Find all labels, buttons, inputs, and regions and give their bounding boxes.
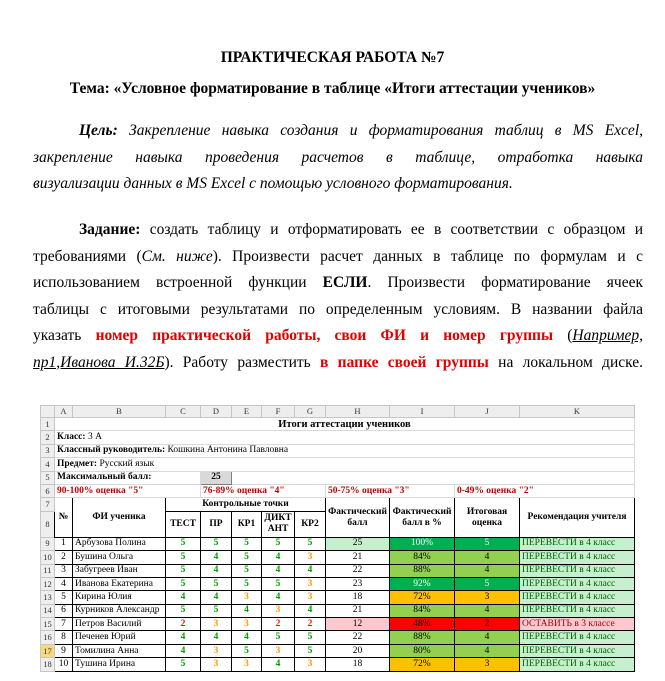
table-row <box>41 618 635 631</box>
column-header[interactable]: D <box>201 406 232 418</box>
teacher-recommendation[interactable]: ПЕРЕВЕСТИ в 4 класс <box>520 658 635 671</box>
student-number[interactable]: 2 <box>55 551 73 564</box>
column-header[interactable]: H <box>326 406 390 418</box>
goal-line-2 <box>33 145 643 172</box>
task-label: Задание: <box>79 221 141 238</box>
score-dikt[interactable]: 3 <box>262 604 295 617</box>
teacher-recommendation[interactable]: ПЕРЕВЕСТИ в 4 класс <box>520 577 635 590</box>
task-text-1: создать таблицу и отформатировать ее в соответствии с образцом и <box>140 221 643 238</box>
student-name[interactable]: Печенев Юрий <box>73 631 166 644</box>
class-cell[interactable] <box>55 431 635 444</box>
empty-cell[interactable] <box>232 471 635 484</box>
row-header[interactable]: 17 <box>41 644 55 657</box>
row-header[interactable]: 8 <box>41 511 55 537</box>
student-name[interactable]: Кирина Юлия <box>73 591 166 604</box>
fact-score[interactable]: 21 <box>326 551 390 564</box>
goal-text-2: закрепление навыка проведения расчетов в таблице, отработка навыка <box>33 148 643 166</box>
task-text-4: таблицы с итоговыми результатами по определенным условиям. В названии файла <box>33 300 643 318</box>
fact-percent[interactable]: 88% <box>390 564 455 577</box>
score-kr1[interactable]: 5 <box>232 577 262 590</box>
fact-score[interactable]: 23 <box>326 577 390 590</box>
sheet-row <box>41 431 635 444</box>
sheet-row <box>41 471 635 484</box>
corner-cell[interactable] <box>41 406 55 418</box>
score-kr1[interactable]: 3 <box>232 591 262 604</box>
score-test[interactable]: 2 <box>166 618 201 631</box>
header-control-points[interactable]: Контрольные точки <box>166 498 326 511</box>
score-kr1[interactable]: 3 <box>232 618 262 631</box>
score-test[interactable]: 5 <box>166 537 201 550</box>
student-number[interactable]: 10 <box>55 658 73 671</box>
sheet-row <box>41 444 635 457</box>
column-header[interactable]: F <box>262 406 295 418</box>
student-name[interactable]: Арбузова Полина <box>73 537 166 550</box>
score-test[interactable]: 4 <box>166 631 201 644</box>
row-header[interactable]: 18 <box>41 658 55 671</box>
header-name[interactable]: ФИ ученика <box>73 498 166 537</box>
student-name[interactable]: Петров Василий <box>73 618 166 631</box>
score-pr[interactable]: 5 <box>201 537 232 550</box>
score-pr[interactable]: 4 <box>201 591 232 604</box>
final-grade[interactable]: 4 <box>455 564 520 577</box>
score-dikt[interactable]: 2 <box>262 618 295 631</box>
score-pr[interactable]: 3 <box>201 618 232 631</box>
header-fact[interactable]: Фактический балл <box>326 498 390 537</box>
final-grade[interactable]: 4 <box>455 551 520 564</box>
scale-3[interactable]: 50-75% оценка "3" <box>326 484 455 497</box>
max-score-value[interactable]: 25 <box>201 471 232 484</box>
task-line-5 <box>33 323 643 350</box>
teacher-value: Кошкина Антонина Павловна <box>165 445 289 456</box>
row-header[interactable]: 10 <box>41 551 55 564</box>
score-kr1[interactable]: 5 <box>232 564 262 577</box>
table-header-row <box>41 498 635 511</box>
student-number[interactable]: 9 <box>55 644 73 657</box>
class-value: 3 А <box>85 432 102 443</box>
scale-2[interactable]: 0-49% оценка "2" <box>455 484 635 497</box>
score-dikt[interactable]: 4 <box>262 658 295 671</box>
task-highlight-filename: номер практической работы, свои ФИ и номер группы <box>95 327 554 344</box>
scale-4[interactable]: 76-89% оценка "4" <box>201 484 326 497</box>
row-header[interactable]: 2 <box>41 431 55 444</box>
score-kr2[interactable]: 4 <box>295 564 326 577</box>
row-header[interactable]: 14 <box>41 604 55 617</box>
table-row <box>41 564 635 577</box>
header-final[interactable]: Итоговая оценка <box>455 498 520 537</box>
score-pr[interactable]: 5 <box>201 604 232 617</box>
table-row <box>41 537 635 550</box>
task-line-2 <box>33 244 643 271</box>
score-kr2[interactable]: 3 <box>295 551 326 564</box>
fact-score[interactable]: 18 <box>326 591 390 604</box>
teacher-label: Классный руководитель: <box>57 445 166 456</box>
fact-score[interactable]: 22 <box>326 631 390 644</box>
score-kr1[interactable]: 5 <box>232 644 262 657</box>
fact-percent[interactable]: 88% <box>390 631 455 644</box>
task-text-5a: указать <box>33 327 96 344</box>
column-header[interactable]: G <box>295 406 326 418</box>
student-number[interactable]: 1 <box>55 537 73 550</box>
fact-score[interactable]: 25 <box>326 537 390 550</box>
score-pr[interactable]: 3 <box>201 644 232 657</box>
score-kr1[interactable]: 4 <box>232 604 262 617</box>
header-kr2[interactable]: КР2 <box>295 511 326 537</box>
table-row <box>41 577 635 590</box>
score-test[interactable]: 5 <box>166 564 201 577</box>
task-text-2c: ). Произвести расчет данных в таблице по формулам и с <box>212 247 643 265</box>
student-name[interactable]: Томилина Анна <box>73 644 166 657</box>
column-header[interactable]: I <box>390 406 455 418</box>
row-header[interactable]: 6 <box>41 484 55 497</box>
final-grade[interactable]: 2 <box>455 618 520 631</box>
column-header[interactable]: B <box>73 406 166 418</box>
sheet-row <box>41 458 635 471</box>
teacher-recommendation[interactable]: ОСТАВИТЬ в 3 классе <box>520 618 635 631</box>
row-header[interactable]: 12 <box>41 577 55 590</box>
fact-percent[interactable]: 72% <box>390 658 455 671</box>
table-row <box>41 551 635 564</box>
score-kr1[interactable]: 5 <box>232 537 262 550</box>
final-grade[interactable]: 4 <box>455 644 520 657</box>
score-kr2[interactable]: 3 <box>295 577 326 590</box>
teacher-recommendation[interactable]: ПЕРЕВЕСТИ в 4 класс <box>520 591 635 604</box>
score-dikt[interactable]: 5 <box>262 577 295 590</box>
task-line-4 <box>33 297 643 324</box>
task-paragraph <box>33 217 643 376</box>
header-pr[interactable]: ПР <box>201 511 232 537</box>
score-test[interactable]: 5 <box>166 604 201 617</box>
score-test[interactable]: 4 <box>166 644 201 657</box>
task-text-3a: использованием встроенной функции <box>33 274 323 291</box>
task-text-6b: ). Работу разместить <box>164 353 321 371</box>
task-line-1 <box>33 217 643 244</box>
goal-line-3 <box>33 171 643 198</box>
student-name[interactable]: Забугреев Иван <box>73 564 166 577</box>
fact-percent[interactable]: 84% <box>390 551 455 564</box>
score-kr2[interactable]: 5 <box>295 644 326 657</box>
task-line-6 <box>33 350 643 377</box>
grade-scale-row <box>41 484 635 497</box>
score-dikt[interactable]: 5 <box>262 631 295 644</box>
student-number[interactable]: 4 <box>55 577 73 590</box>
column-header[interactable]: E <box>232 406 262 418</box>
student-name[interactable]: Тушина Ирина <box>73 658 166 671</box>
score-kr2[interactable]: 3 <box>295 591 326 604</box>
column-header[interactable]: K <box>520 406 635 418</box>
subject-value: Русский язык <box>97 458 155 469</box>
row-header[interactable]: 3 <box>41 444 55 457</box>
goal-paragraph <box>33 118 643 198</box>
fact-score[interactable]: 20 <box>326 644 390 657</box>
row-header[interactable]: 5 <box>41 471 55 484</box>
student-name[interactable]: Курников Александр <box>73 604 166 617</box>
final-grade[interactable]: 4 <box>455 604 520 617</box>
row-header[interactable]: 16 <box>41 631 55 644</box>
column-header[interactable]: J <box>455 406 520 418</box>
score-kr1[interactable]: 3 <box>232 658 262 671</box>
score-kr2[interactable]: 3 <box>295 658 326 671</box>
table-row <box>41 658 635 671</box>
score-dikt[interactable]: 4 <box>262 551 295 564</box>
teacher-recommendation[interactable]: ПЕРЕВЕСТИ в 4 класс <box>520 551 635 564</box>
row-header[interactable]: 9 <box>41 537 55 550</box>
task-example-name: пр1,Иванова И.32Б <box>33 353 165 371</box>
fact-percent[interactable]: 80% <box>390 644 455 657</box>
score-dikt[interactable]: 5 <box>262 537 295 550</box>
scale-5[interactable]: 90-100% оценка "5" <box>55 484 201 497</box>
task-text-6d: на локальном диске. <box>488 353 643 371</box>
score-test[interactable]: 5 <box>166 577 201 590</box>
fact-percent[interactable]: 84% <box>390 604 455 617</box>
max-score-label[interactable]: Максимальный балл: <box>55 471 201 484</box>
student-name[interactable]: Иванова Екатерина <box>73 577 166 590</box>
task-text-3c: . Произвести форматирование ячеек <box>367 274 643 291</box>
table-row <box>41 631 635 644</box>
sheet-row <box>41 418 635 431</box>
student-number[interactable]: 6 <box>55 604 73 617</box>
final-grade[interactable]: 4 <box>455 631 520 644</box>
fact-score[interactable]: 21 <box>326 604 390 617</box>
teacher-cell[interactable] <box>55 444 635 457</box>
goal-text-1: Закрепление навыка создания и форматирования таблиц в MS Excel, <box>117 122 643 139</box>
header-fact-pct[interactable]: Фактический балл в % <box>390 498 455 537</box>
final-grade[interactable]: 3 <box>455 591 520 604</box>
teacher-recommendation[interactable]: ПЕРЕВЕСТИ в 4 класс <box>520 604 635 617</box>
task-text-2a: требованиями ( <box>33 247 142 265</box>
header-dikt[interactable]: ДИКТ АНТ <box>262 511 295 537</box>
spreadsheet-sample <box>40 405 634 672</box>
topic-heading: Тема: «Условное форматирование в таблице «Итоги аттестации учеников» <box>69 80 596 97</box>
student-name[interactable]: Бушина Ольга <box>73 551 166 564</box>
score-kr2[interactable]: 5 <box>295 631 326 644</box>
student-number[interactable]: 5 <box>55 591 73 604</box>
goal-line-1 <box>33 118 643 145</box>
header-test[interactable]: ТЕСТ <box>166 511 201 537</box>
task-highlight-folder: в папке своей группы <box>320 353 489 371</box>
score-test[interactable]: 4 <box>166 591 201 604</box>
fact-percent[interactable]: 72% <box>390 591 455 604</box>
column-header[interactable]: A <box>55 406 73 418</box>
header-num[interactable]: № <box>55 498 73 537</box>
sheet-title[interactable]: Итоги аттестации учеников <box>55 418 635 431</box>
student-number[interactable]: 3 <box>55 564 73 577</box>
final-grade[interactable]: 3 <box>455 658 520 671</box>
score-test[interactable]: 5 <box>166 658 201 671</box>
final-grade[interactable]: 5 <box>455 537 520 550</box>
table-row <box>41 604 635 617</box>
goal-text-3: визуализации данных в MS Excel с помощью условного форматирования. <box>33 175 513 192</box>
row-header[interactable]: 11 <box>41 564 55 577</box>
score-kr2[interactable]: 4 <box>295 604 326 617</box>
score-kr2[interactable]: 5 <box>295 537 326 550</box>
task-example: Например, <box>572 327 643 344</box>
score-dikt[interactable]: 4 <box>262 591 295 604</box>
score-pr[interactable]: 4 <box>201 631 232 644</box>
subject-cell[interactable] <box>55 458 635 471</box>
score-pr[interactable]: 4 <box>201 551 232 564</box>
teacher-recommendation[interactable]: ПЕРЕВЕСТИ в 4 класс <box>520 537 635 550</box>
student-number[interactable]: 8 <box>55 631 73 644</box>
score-kr2[interactable]: 2 <box>295 618 326 631</box>
goal-label: Цель: <box>79 122 118 139</box>
row-header[interactable]: 7 <box>41 498 55 511</box>
final-grade[interactable]: 5 <box>455 577 520 590</box>
sheet-grid <box>40 405 635 672</box>
row-header[interactable]: 1 <box>41 418 55 431</box>
teacher-recommendation[interactable]: ПЕРЕВЕСТИ в 4 класс <box>520 631 635 644</box>
fact-percent[interactable]: 48% <box>390 618 455 631</box>
score-pr[interactable]: 5 <box>201 577 232 590</box>
fact-score[interactable]: 12 <box>326 618 390 631</box>
header-kr1[interactable]: КР1 <box>232 511 262 537</box>
students-table-body <box>41 537 635 671</box>
table-row <box>41 591 635 604</box>
row-header[interactable]: 13 <box>41 591 55 604</box>
score-pr[interactable]: 4 <box>201 564 232 577</box>
task-line-3 <box>33 270 643 297</box>
table-row <box>41 644 635 657</box>
class-label: Класс: <box>57 432 86 443</box>
row-header[interactable]: 15 <box>41 618 55 631</box>
subject-label: Предмет: <box>57 458 98 469</box>
score-test[interactable]: 5 <box>166 551 201 564</box>
fact-percent[interactable]: 92% <box>390 577 455 590</box>
score-kr1[interactable]: 5 <box>232 551 262 564</box>
row-header[interactable]: 4 <box>41 458 55 471</box>
column-header[interactable]: C <box>166 406 201 418</box>
task-text-5c: ( <box>553 327 573 344</box>
fact-score[interactable]: 18 <box>326 658 390 671</box>
task-text-3b: ЕСЛИ <box>322 274 368 291</box>
fact-score[interactable]: 22 <box>326 564 390 577</box>
fact-percent[interactable]: 100% <box>390 537 455 550</box>
teacher-recommendation[interactable]: ПЕРЕВЕСТИ в 4 класс <box>520 644 635 657</box>
teacher-recommendation[interactable]: ПЕРЕВЕСТИ в 4 класс <box>520 564 635 577</box>
header-rec[interactable]: Рекомендация учителя <box>520 498 635 537</box>
page-title: ПРАКТИЧЕСКАЯ РАБОТА №7 <box>220 49 445 66</box>
column-header-row <box>41 406 635 418</box>
score-kr1[interactable]: 4 <box>232 631 262 644</box>
score-dikt[interactable]: 3 <box>262 644 295 657</box>
score-pr[interactable]: 3 <box>201 658 232 671</box>
score-dikt[interactable]: 4 <box>262 564 295 577</box>
student-number[interactable]: 7 <box>55 618 73 631</box>
task-text-2b: См. ниже <box>141 247 213 265</box>
